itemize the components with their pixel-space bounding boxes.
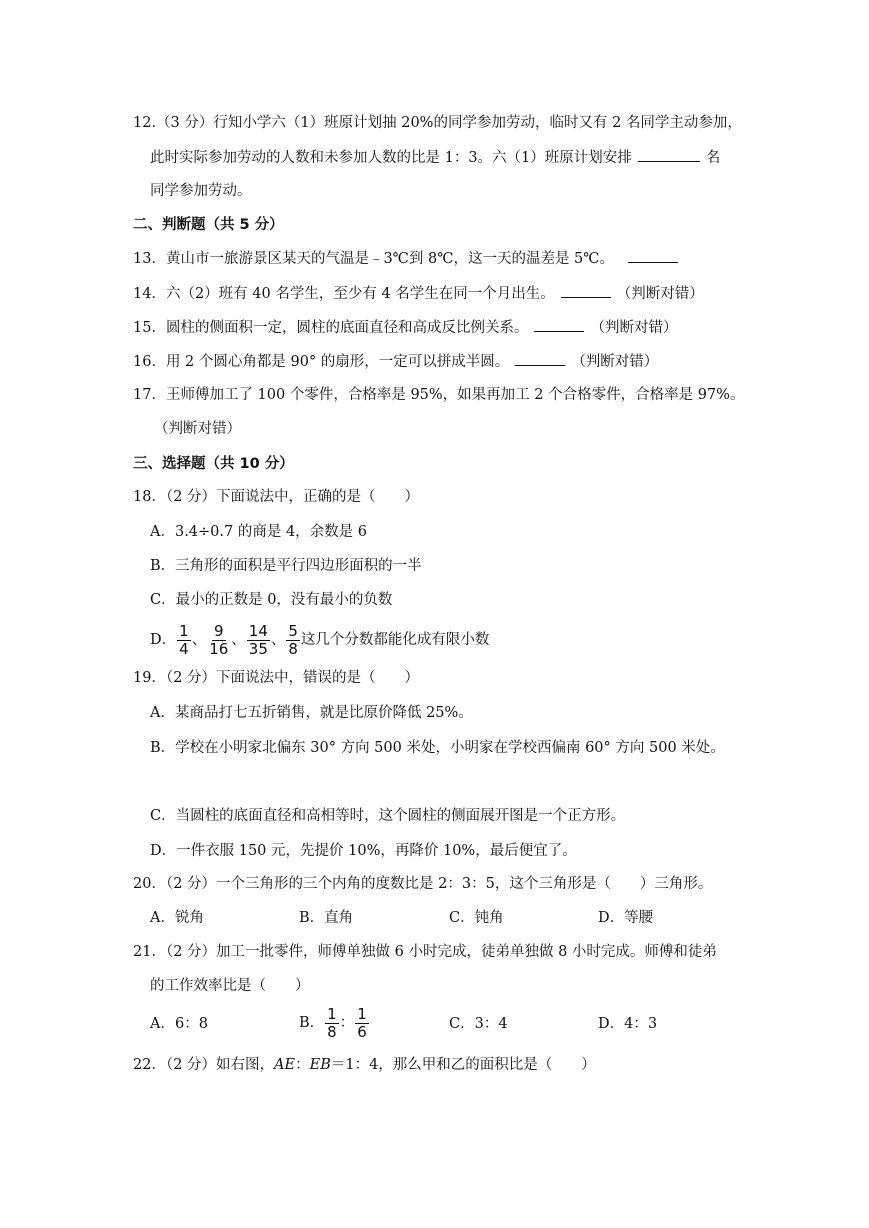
section-judgment-heading: 二、判断题（共 5 分）: [133, 217, 284, 233]
answer-blank-q12[interactable]: [638, 147, 700, 162]
separator: 、: [270, 632, 286, 648]
fraction-denominator: 4: [179, 639, 189, 658]
q15-tail: （判断对错）: [590, 320, 678, 336]
q12-line2-end: 名: [705, 150, 721, 166]
fraction-14-35: [247, 623, 270, 658]
fraction-denominator: 6: [357, 1022, 367, 1041]
q12-line2-text: 此时实际参加劳动的人数和未参加人数的比是 1：3。六（1）班原计划安排: [150, 150, 632, 166]
segment-ae: AE: [274, 1057, 296, 1073]
fraction-numerator: 1: [327, 1004, 337, 1023]
q20-option-c[interactable]: C．钝角: [449, 910, 504, 926]
q14-text: 14．六（2）班有 40 名学生，至少有 4 名学生在同一个月出生。: [133, 286, 555, 302]
q21-line1: 21．（2 分）加工一批零件，师傅单独做 6 小时完成，徒弟单独做 8 小时完成。师傅和徒弟: [133, 944, 717, 960]
q19-stem: 19．（2 分）下面说法中，错误的是（ ）: [133, 670, 420, 686]
q12-line3: 同学参加劳动。: [150, 183, 252, 199]
q21-option-b-prefix: B．: [299, 1015, 325, 1031]
answer-blank-q13[interactable]: [628, 248, 678, 263]
fraction-numerator: 9: [213, 621, 224, 640]
fraction-numerator: 1: [357, 1004, 367, 1023]
fraction-9-16: [207, 623, 230, 658]
ratio-colon: ：: [339, 1015, 355, 1031]
q18-option-a[interactable]: A．3.4÷0.7 的商是 4，余数是 6: [150, 524, 368, 540]
separator: 、: [191, 632, 207, 648]
fraction-1-6: [355, 1006, 369, 1041]
fraction-denominator: 35: [248, 639, 268, 658]
section-choice-heading: 三、选择题（共 10 分）: [133, 456, 294, 472]
q18-option-d-prefix: D．: [150, 632, 177, 648]
fraction-numerator: 5: [288, 621, 298, 640]
q22-pre: 22．（2 分）如右图，: [133, 1057, 275, 1073]
fraction-numerator: 1: [179, 621, 189, 640]
answer-blank-q14[interactable]: [561, 283, 611, 298]
fraction-1-8: [325, 1006, 339, 1041]
q16: [133, 351, 658, 372]
q17-line1: 17．王师傅加工了 100 个零件，合格率是 95%，如果再加工 2 个合格零件，合格率是 97%。: [133, 387, 745, 403]
answer-blank-q16[interactable]: [515, 351, 565, 366]
fraction-1-4: [177, 623, 191, 658]
q13-text: 13．黄山市一旅游景区某天的气温是﹣3℃到 8℃，这一天的温差是 5℃。: [133, 251, 615, 267]
q13: [133, 248, 684, 269]
q19-option-d[interactable]: D．一件衣服 150 元，先提价 10%，再降价 10%，最后便宜了。: [150, 843, 577, 859]
q21-option-d[interactable]: D．4：3: [598, 1016, 658, 1032]
q19-option-a[interactable]: A．某商品打七五折销售，就是比原价降低 25%。: [150, 705, 473, 721]
q12-line1: 12.（3 分）行知小学六（1）班原计划抽 20%的同学参加劳动，临时又有 2 名同学主动参加，: [133, 115, 742, 131]
fraction-5-8: [286, 623, 300, 658]
q19-option-c[interactable]: C．当圆柱的底面直径和高相等时，这个圆柱的侧面展开图是一个正方形。: [150, 808, 626, 824]
q15: [133, 317, 677, 338]
q21-line2: 的工作效率比是（ ）: [150, 978, 310, 994]
q22-post: ＝1：4，那么甲和乙的面积比是（ ）: [330, 1057, 596, 1073]
q16-tail: （判断对错）: [571, 354, 659, 370]
q20-stem: 20．（2 分）一个三角形的三个内角的度数比是 2：3：5，这个三角形是（ ）三角形。: [133, 876, 713, 892]
fraction-denominator: 16: [209, 639, 229, 658]
q20-option-b[interactable]: B．直角: [299, 910, 354, 926]
q14: [133, 283, 704, 304]
q19-option-b[interactable]: B．学校在小明家北偏东 30° 方向 500 米处，小明家在学校西偏南 60° 方向 500 米处。: [150, 740, 725, 756]
q21-option-b[interactable]: [299, 1005, 370, 1041]
q16-text: 16．用 2 个圆心角都是 90° 的扇形，一定可以拼成半圆。: [133, 354, 510, 370]
q18-option-b[interactable]: B．三角形的面积是平行四边形面积的一半: [150, 558, 422, 574]
q18-option-d-suffix: 这几个分数都能化成有限小数: [300, 632, 490, 648]
fraction-denominator: 8: [327, 1022, 337, 1041]
q20-option-a[interactable]: A．锐角: [150, 910, 204, 926]
q14-tail: （判断对错）: [616, 286, 704, 302]
fraction-denominator: 8: [288, 639, 298, 658]
separator: 、: [231, 632, 246, 648]
q21-option-a[interactable]: A．6：8: [150, 1016, 208, 1032]
ratio-colon: ：: [295, 1057, 310, 1073]
fraction-numerator: 14: [248, 621, 268, 640]
segment-eb: EB: [309, 1057, 331, 1073]
answer-blank-q15[interactable]: [534, 317, 584, 332]
q17-line2: （判断对错）: [154, 421, 241, 437]
q15-text: 15．圆柱的侧面积一定，圆柱的底面直径和高成反比例关系。: [133, 320, 529, 336]
q18-option-d[interactable]: [150, 622, 489, 658]
q22-stem: [133, 1055, 596, 1075]
q18-option-c[interactable]: C．最小的正数是 0，没有最小的负数: [150, 592, 393, 608]
q20-option-d[interactable]: D．等腰: [598, 910, 654, 926]
q18-stem: 18．（2 分）下面说法中，正确的是（ ）: [133, 489, 420, 505]
q12-line2: [150, 147, 720, 168]
q21-option-c[interactable]: C．3：4: [449, 1016, 508, 1032]
